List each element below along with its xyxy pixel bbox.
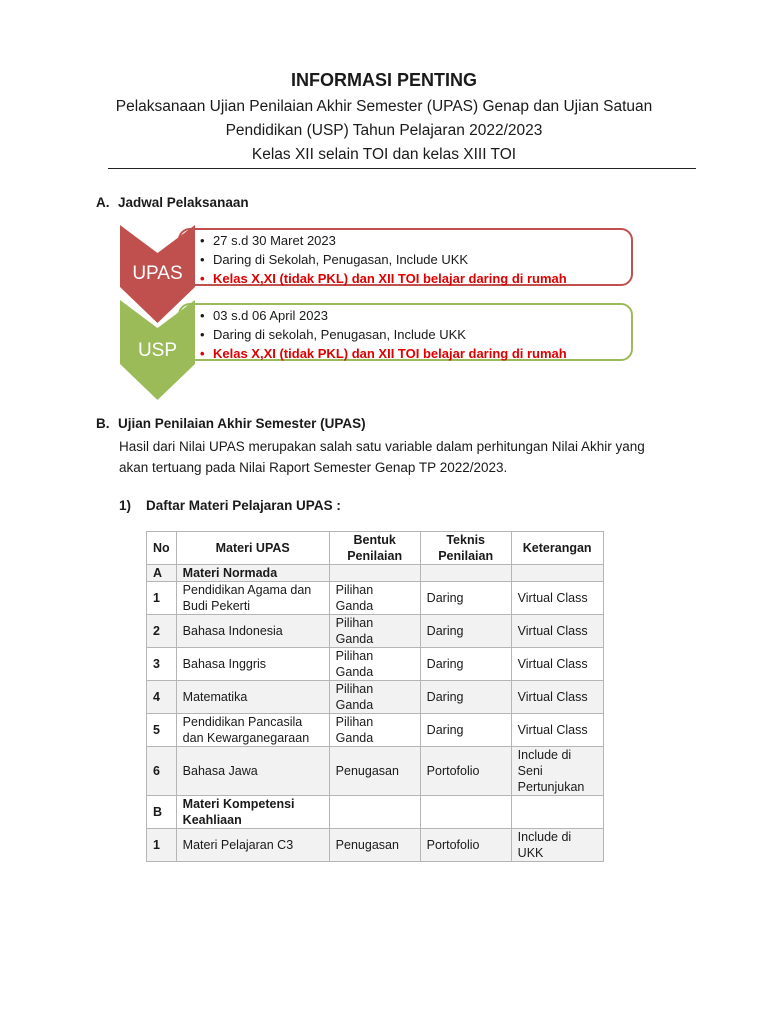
table-row: B Materi Kompetensi Keahliaan — [147, 796, 604, 829]
upas-line-mode: • Daring di Sekolah, Penugasan, Include UKK — [200, 252, 469, 267]
usp-schedule-details — [200, 306, 567, 363]
materi-upas-table — [146, 531, 604, 862]
subsection-number: 1) — [119, 498, 132, 513]
page-subtitle-line-2: Pendidikan (USP) Tahun Pelajaran 2022/2023 — [225, 122, 543, 139]
header-no: No — [147, 532, 177, 565]
bullet-icon: • — [200, 233, 205, 248]
usp-line-note: • Kelas X,XI (tidak PKL) dan XII TOI belajar daring di rumah — [200, 346, 567, 361]
section-a-letter: A. — [96, 195, 110, 210]
usp-label: USP — [137, 340, 178, 361]
bullet-icon: • — [200, 346, 205, 361]
page-subtitle-line-3: Kelas XII selain TOI dan kelas XIII TOI — [251, 146, 517, 163]
section-b-heading — [96, 416, 366, 431]
table-row: 3 Bahasa Inggris Pilihan Ganda Daring Virtual Class — [147, 648, 604, 681]
bullet-icon: • — [200, 327, 205, 342]
bullet-icon: • — [200, 252, 205, 267]
table-row: 2 Bahasa Indonesia Pilihan Ganda Daring Virtual Class — [147, 615, 604, 648]
bullet-icon: • — [200, 308, 205, 323]
table-row: 4 Matematika Pilihan Ganda Daring Virtual Class — [147, 681, 604, 714]
subsection-heading — [119, 498, 341, 513]
table-row: A Materi Normada — [147, 565, 604, 582]
header-keterangan: Keterangan — [511, 532, 603, 565]
header-teknis: Teknis Penilaian — [420, 532, 511, 565]
subsection-title: Daftar Materi Pelajaran UPAS : — [146, 498, 341, 513]
upas-schedule-details — [200, 231, 567, 288]
page-title: INFORMASI PENTING — [290, 70, 477, 90]
bullet-icon: • — [200, 271, 205, 286]
usp-line-mode: • Daring di sekolah, Penugasan, Include UKK — [200, 327, 466, 342]
page-subtitle-line-1: Pelaksanaan Ujian Penilaian Akhir Semester (UPAS) Genap dan Ujian Satuan — [115, 98, 653, 115]
upas-line-note: • Kelas X,XI (tidak PKL) dan XII TOI belajar daring di rumah — [200, 271, 567, 286]
section-b-paragraph-line-1: Hasil dari Nilai UPAS merupakan salah satu variable dalam perhitungan Nilai Akhir yang — [119, 439, 645, 454]
usp-line-date: • 03 s.d 06 April 2023 — [200, 308, 328, 323]
table-row: 6 Bahasa Jawa Penugasan Portofolio Include di Seni Pertunjukan — [147, 747, 604, 796]
section-a-heading — [96, 195, 249, 210]
section-a-title: Jadwal Pelaksanaan — [118, 195, 249, 210]
header-materi: Materi UPAS — [176, 532, 329, 565]
table-row: 1 Materi Pelajaran C3 Penugasan Portofolio Include di UKK — [147, 829, 604, 862]
table-row: 1 Pendidikan Agama dan Budi Pekerti Pilihan Ganda Daring Virtual Class — [147, 582, 604, 615]
upas-label: UPAS — [132, 263, 183, 284]
title-divider — [108, 168, 696, 169]
table-header-row — [147, 532, 604, 565]
section-b-title: Ujian Penilaian Akhir Semester (UPAS) — [118, 416, 366, 431]
table-row: 5 Pendidikan Pancasila dan Kewarganegaraan Pilihan Ganda Daring Virtual Class — [147, 714, 604, 747]
section-b-letter: B. — [96, 416, 110, 431]
header-bentuk: Bentuk Penilaian — [329, 532, 420, 565]
section-b-paragraph-line-2: akan tertuang pada Nilai Raport Semester Genap TP 2022/2023. — [119, 460, 508, 475]
upas-line-date: • 27 s.d 30 Maret 2023 — [200, 233, 336, 248]
